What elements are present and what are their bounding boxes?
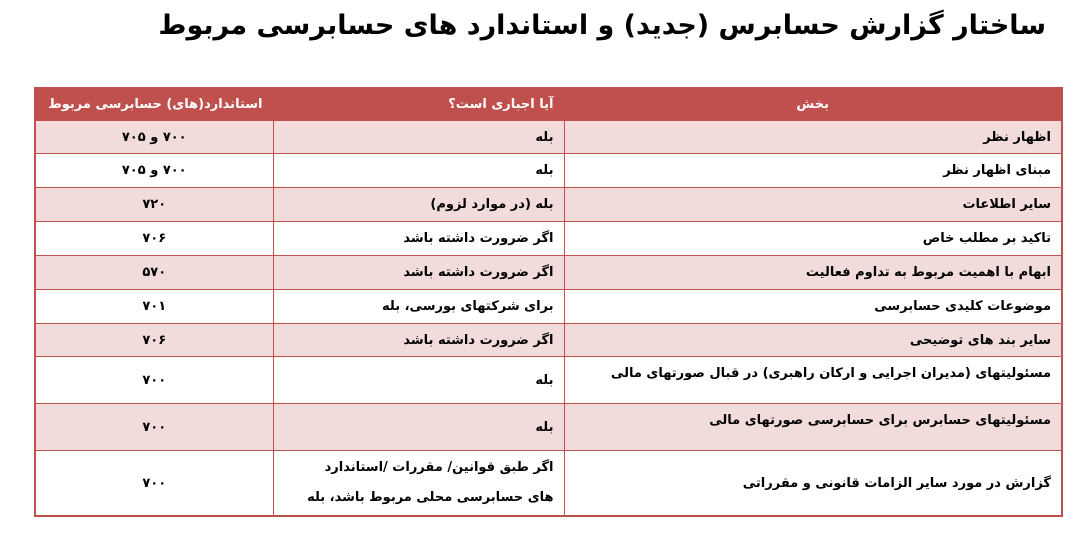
table-row xyxy=(35,357,1062,404)
table-row xyxy=(35,324,1062,357)
cell-required: بله xyxy=(273,357,564,404)
cell-section: سایر اطلاعات xyxy=(564,188,1062,222)
cell-standard: ۷۰۶ xyxy=(35,324,273,357)
header-standard: استاندارد(های) حسابرسی مربوط xyxy=(35,88,273,121)
cell-required: بله xyxy=(273,121,564,154)
cell-standard: ۷۰۰ xyxy=(35,451,273,517)
table-row xyxy=(35,188,1062,222)
cell-required-line: اگر طبق قوانین/ مقررات /استاندارد xyxy=(324,460,554,475)
page-title: ساختار گزارش حسابرس (جدید) و استاندارد های حسابرسی مربوط xyxy=(158,10,1046,41)
cell-required: اگر ضرورت داشته باشد xyxy=(273,256,564,290)
cell-section: مسئولیتهای حسابرس برای حسابرسی صورتهای مالی xyxy=(564,404,1062,451)
cell-standard: ۷۰۰ و ۷۰۵ xyxy=(35,154,273,188)
cell-required: بله xyxy=(273,154,564,188)
cell-required-line: های حسابرسی محلی مربوط باشد، بله xyxy=(307,490,554,505)
table-row xyxy=(35,451,1062,517)
table-row xyxy=(35,121,1062,154)
cell-standard: ۷۰۰ xyxy=(35,357,273,404)
table-row xyxy=(35,154,1062,188)
cell-section: اظهار نظر xyxy=(564,121,1062,154)
cell-section: سایر بند های توضیحی xyxy=(564,324,1062,357)
table-row xyxy=(35,290,1062,324)
cell-section: گزارش در مورد سایر الزامات قانونی و مقرراتی xyxy=(564,451,1062,517)
table-row xyxy=(35,222,1062,256)
cell-required: بله (در موارد لزوم) xyxy=(273,188,564,222)
table-row xyxy=(35,404,1062,451)
header-required: آیا اجباری است؟ xyxy=(273,88,564,121)
cell-required: اگر ضرورت داشته باشد xyxy=(273,222,564,256)
cell-section: ابهام با اهمیت مربوط به تداوم فعالیت xyxy=(564,256,1062,290)
cell-required: اگر ضرورت داشته باشد xyxy=(273,324,564,357)
header-section: بخش xyxy=(564,88,1062,121)
cell-standard: ۷۰۶ xyxy=(35,222,273,256)
cell-standard: ۷۰۱ xyxy=(35,290,273,324)
cell-required xyxy=(273,451,564,517)
cell-required: برای شرکتهای بورسی، بله xyxy=(273,290,564,324)
cell-standard: ۵۷۰ xyxy=(35,256,273,290)
cell-section: موضوعات کلیدی حسابرسی xyxy=(564,290,1062,324)
cell-required: بله xyxy=(273,404,564,451)
cell-section: تاکید بر مطلب خاص xyxy=(564,222,1062,256)
table-row xyxy=(35,256,1062,290)
cell-section: مبنای اظهار نظر xyxy=(564,154,1062,188)
cell-standard: ۷۰۰ و ۷۰۵ xyxy=(35,121,273,154)
cell-standard: ۷۲۰ xyxy=(35,188,273,222)
table-header-row xyxy=(35,88,1062,121)
cell-section: مسئولیتهای (مدیران اجرایی و ارکان راهبری) در قبال صورتهای مالی xyxy=(564,357,1062,404)
cell-standard: ۷۰۰ xyxy=(35,404,273,451)
audit-report-structure-table xyxy=(34,87,1063,517)
